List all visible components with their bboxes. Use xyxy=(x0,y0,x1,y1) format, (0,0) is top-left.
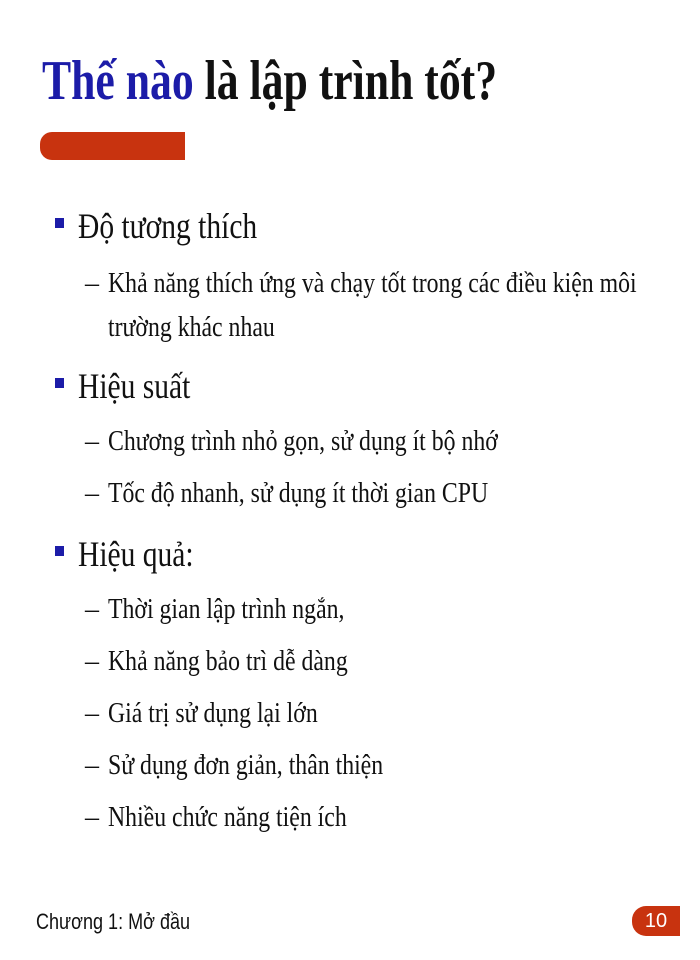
sub-item: Khả năng bảo trì dễ dàng xyxy=(108,645,348,677)
sub-item: Khả năng thích ứng và chạy tốt trong các điều kiện môi xyxy=(108,267,637,299)
dash-marker: – xyxy=(85,646,99,677)
sub-item: Giá trị sử dụng lại lớn xyxy=(108,697,318,729)
sub-item-continuation: trường khác nhau xyxy=(108,311,275,343)
dash-marker: – xyxy=(85,268,99,299)
sub-item: Thời gian lập trình ngắn, xyxy=(108,593,345,625)
footer-chapter: Chương 1: Mở đầu xyxy=(36,909,191,934)
dash-marker: – xyxy=(85,594,99,625)
dash-marker: – xyxy=(85,478,99,509)
section-heading: Độ tương thích xyxy=(78,206,258,246)
bullet-square-icon xyxy=(55,378,64,388)
sub-item: Sử dụng đơn giản, thân thiện xyxy=(108,749,384,781)
bullet-square-icon xyxy=(55,218,64,228)
dash-marker: – xyxy=(85,750,99,781)
section-heading: Hiệu suất xyxy=(78,366,191,406)
bullet-square-icon xyxy=(55,546,64,556)
sub-item: Tốc độ nhanh, sử dụng ít thời gian CPU xyxy=(108,477,489,509)
slide-title-highlight: Thế nào xyxy=(42,50,194,112)
slide-title xyxy=(42,46,497,116)
sub-item: Chương trình nhỏ gọn, sử dụng ít bộ nhớ xyxy=(108,425,498,457)
section-heading: Hiệu quả: xyxy=(78,534,194,574)
dash-marker: – xyxy=(85,802,99,833)
sub-item: Nhiều chức năng tiện ích xyxy=(108,801,347,833)
slide-title-rest: là lập trình tốt? xyxy=(193,50,498,112)
dash-marker: – xyxy=(85,426,99,457)
title-accent-bar xyxy=(40,132,185,160)
page-number-badge: 10 xyxy=(632,906,680,936)
dash-marker: – xyxy=(85,698,99,729)
